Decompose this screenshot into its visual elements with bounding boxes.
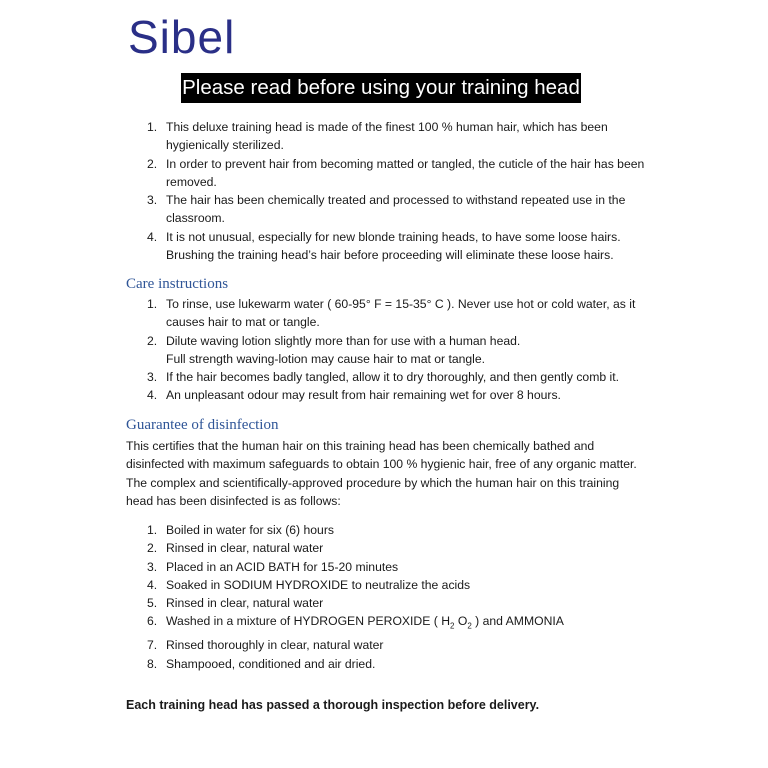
list-item: 2. In order to prevent hair from becoming matted or tangled, the cuticle of the hair has been removed.	[147, 156, 645, 189]
brand-logo: Sibel	[128, 11, 236, 63]
list-item: 3. Placed in an ACID BATH for 15-20 minutes	[147, 559, 399, 574]
guarantee-heading: Guarantee of disinfection	[126, 417, 279, 433]
care-list	[147, 295, 647, 405]
list-item: 5. Rinsed in clear, natural water	[147, 596, 324, 611]
list-item: 3. If the hair becomes badly tangled, allow it to dry thoroughly, and then gently comb it.	[147, 370, 620, 385]
list-item: 4. Soaked in SODIUM HYDROXIDE to neutralize the acids	[147, 577, 471, 592]
list-item: 8. Shampooed, conditioned and air dried.	[147, 656, 376, 671]
list-item: 1. Boiled in water for six (6) hours	[147, 523, 334, 537]
list-item: 3. The hair has been chemically treated and processed to withstand repeated use in the classroom.	[147, 193, 626, 226]
list-item: 4. It is not unusual, especially for new blonde training heads, to have some loose hairs. Brushing the training head’s hair before proceeding will eliminate these loose hairs.	[147, 229, 621, 263]
disinfection-steps	[147, 521, 647, 673]
intro-list	[147, 118, 647, 264]
list-item: 2. Dilute waving lotion slightly more than for use with a human head. Full strength waving-lotion may cause hair to mat or tangle.	[147, 333, 521, 366]
list-item: 7. Rinsed thoroughly in clear, natural water	[147, 638, 384, 653]
list-item: 6. Washed in a mixture of HYDROGEN PEROXIDE ( $H_2$ $O_2$ ) and AMMONIA	[147, 614, 564, 631]
care-heading: Care instructions	[126, 276, 229, 292]
guarantee-paragraph: This certifies that the human hair on this training head has been chemically bathed and disinfected with maximum safeguards to obtain 100 % hygienic hair, free of any organic matter. The complex and scientifically-approved procedure by which the human hair on this training head has been disinfected is as follows:	[126, 439, 637, 508]
inspection-footer: Each training head has passed a thorough inspection before delivery.	[126, 698, 540, 712]
list-item: 4. An unpleasant odour may result from hair remaining wet for over 8 hours.	[147, 388, 561, 403]
list-item: 1. To rinse, use lukewarm water ( 60-95° F = 15-35° C ). Never use hot or cold water, as it causes hair to mat or tangle.	[147, 297, 636, 330]
list-item: 2. Rinsed in clear, natural water	[147, 541, 324, 556]
list-item: 1. This deluxe training head is made of the finest 100 % human hair, which has been hygienically sterilized.	[147, 120, 608, 153]
notice-banner: Please read before using your training head	[181, 73, 581, 103]
